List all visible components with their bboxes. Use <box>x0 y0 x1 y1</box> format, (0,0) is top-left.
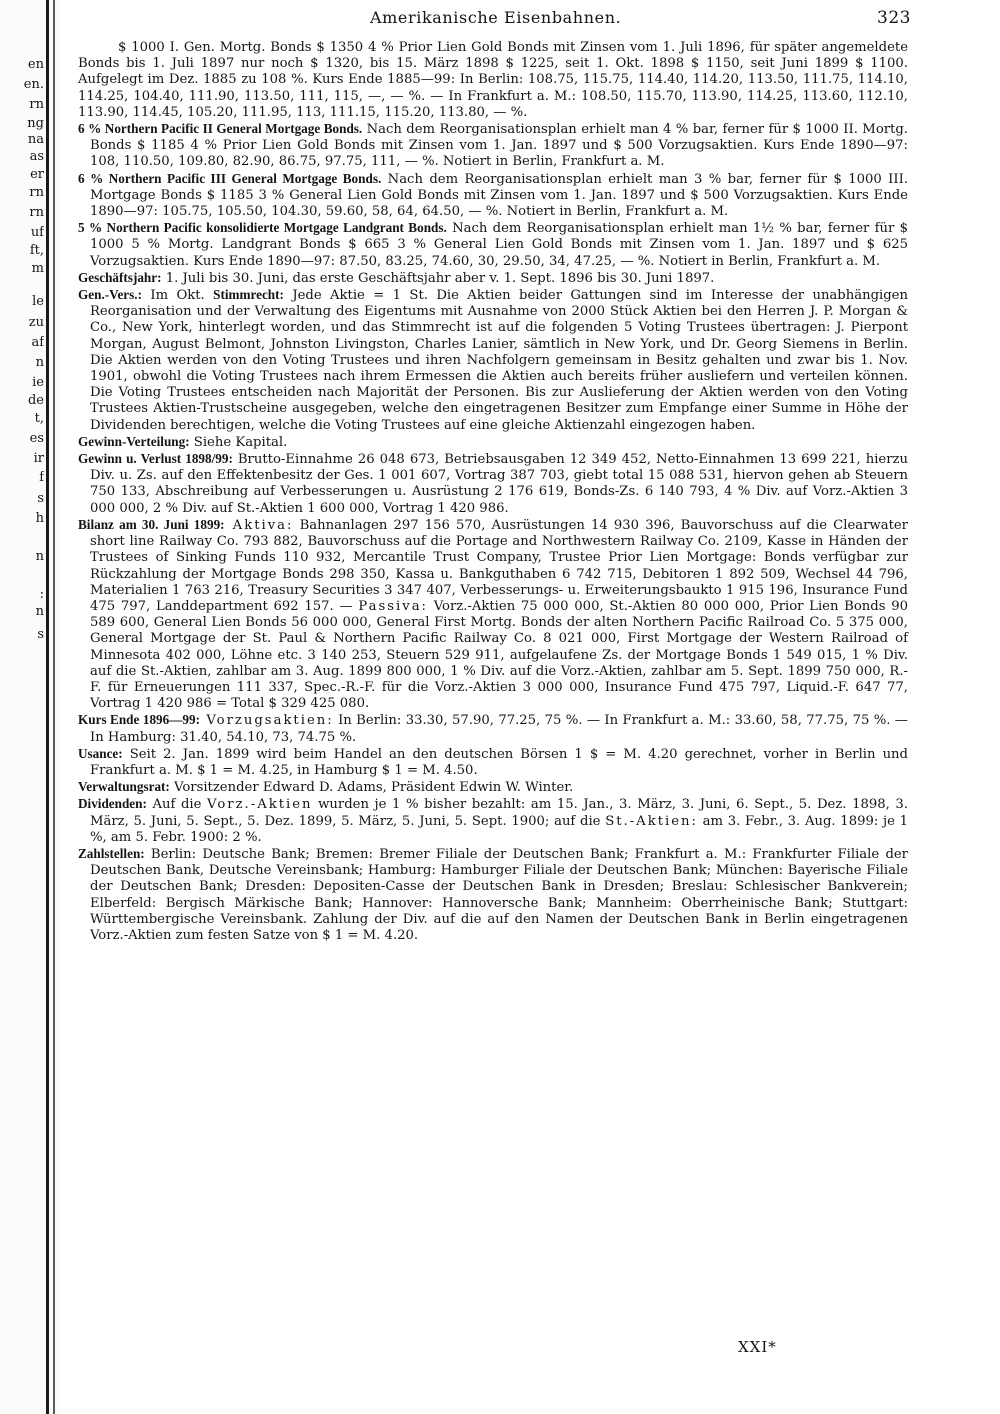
margin-fragment: s <box>37 628 44 641</box>
entry-northern-pacific-ii <box>78 121 908 171</box>
margin-fragment: h <box>35 512 44 525</box>
entry-subheading: Stimmrecht: <box>213 287 284 303</box>
entry-spaced-label: St.-Aktien: <box>605 813 698 829</box>
entry-kurs <box>78 712 908 745</box>
entry-heading: 5 % Northern Pacific konsolidierte Mortgage Landgrant Bonds. <box>78 220 447 236</box>
entry-text: Vorsitzender Edward D. Adams, Präsident Edwin W. Winter. <box>169 780 574 796</box>
binding-rule <box>46 0 49 1414</box>
margin-fragment: rn <box>29 186 44 199</box>
entry-text: Nach dem Reorganisationsplan erhielt man 4 % bar, ferner für $ 1000 II. Mortg. Bonds $ 1185 4 % Prior Lien Gold Bonds mit Zinsen vom 1. Jan. 1897 und $ 500 Vorzugsaktien. Kurs Ende 1890—97: 108, 110.50, 109.80, 82.90, 86.75, 97.75, 111, — %. Notiert in Berlin, Frankfurt a. M. <box>90 122 908 170</box>
margin-fragment: rn <box>29 98 44 111</box>
entry-usance <box>78 746 908 779</box>
entry-text: Vorz.-Aktien 75 000 000, St.-Aktien 80 000 000, Prior Lien Bonds 90 589 600, General Lien Bonds 56 000 000, General First Mortg. Bonds der alten Northern Pacific Railroad Co. 5 375 000, General Mortgage der St. Paul & Northern Pacific Railway Co. 8 021 000, First Mortgage der Western Railroad of Minnesota 402 000, Löhne etc. 3 140 253, Steuern 529 911, aufgelaufene Zs. der Mortgage Bonds 1 549 015, 1 % Div. auf die St.-Aktien, zahlbar am 3. Aug. 1899 800 000, 1 % Div. auf die Vorz.-Aktien, zahlbar am 5. Sept. 1899 750 000, R.-F. für Erneuerungen 111 337, Spec.-R.-F. für die Vorz.-Aktien 3 000 000, Insurance Fund 475 797, Liquid.-F. 647 77, Vortrag 1 420 986 = Total $ 329 425 080. <box>90 598 908 712</box>
margin-fragment: na <box>27 133 44 146</box>
entry-landgrant-bonds <box>78 220 908 270</box>
entry-text: Nach dem Reorganisationsplan erhielt man 1½ % bar, ferner für $ 1000 5 % Mortg. Landgrant Bonds $ 665 3 % General Lien Gold Bonds mit Zinsen vom 1. Jan. 1897 und $ 625 Vorzugsaktien. Kurs Ende 1890—97: 87.50, 83.25, 74.60, 30, 29.50, 34, 47.25, — %. Notiert in Berlin, Frankfurt a. M. <box>90 221 908 269</box>
entry-dividenden <box>78 796 908 846</box>
entry-heading: Zahlstellen: <box>78 845 145 861</box>
entry-text: 1. Juli bis 30. Juni, das erste Geschäftsjahr aber v. 1. Sept. 1896 bis 30. Juni 1897. <box>161 270 715 286</box>
entry-verwaltungsrat <box>78 779 908 796</box>
entry-text: wurden je 1 % bisher bezahlt: am 15. Jan., 3. März, 3. Juni, 6. Sept., 5. Dez. 1898, 3. März, 5. Juni, 5. Sept., 5. Dez. 1899, 5. März, 5. Juni, 5. Sept. 1900; auf die <box>90 797 909 829</box>
entry-geschaeftsjahr <box>78 270 908 287</box>
margin-fragment: en. <box>23 78 44 91</box>
margin-fragment: ie <box>32 376 44 389</box>
entry-text: Berlin: Deutsche Bank; Bremen: Bremer Filiale der Deutschen Bank; Frankfurt a. M.: Frankfurter Filiale der Deutschen Bank, Deutsche Vereinsbank; Hamburg: Hamburger Filiale der Deutschen Bank; München: Bayerische Filiale der Deutschen Bank; Dresden: Depositen-Casse der Deutschen Bank in Dresden; Breslau: Schlesischer Bankverein; Elberfeld: Bergisch Märkische Bank; Hannover: Hannoversche Bank; Mannheim: Oberrheinische Bank; Stuttgart: Württembergische Vereinsbank. Zahlung der Div. auf die auf den Namen der Deutschen Bank in Berlin eingetragenen Vorz.-Aktien zum festen Satze von $ 1 = M. 4.20. <box>90 846 908 943</box>
page-body <box>78 40 908 944</box>
entry-gewinn-verteilung <box>78 434 908 451</box>
entry-gen-vers <box>78 287 908 434</box>
intro-paragraph: $ 1000 I. Gen. Mortg. Bonds $ 1350 4 % Prior Lien Gold Bonds mit Zinsen vom 1. Juli 1896, für später angemeldete Bonds bis 1. Juli 1897 nur noch $ 1320, bis 15. März 1898 $ 1225, seit 1. Okt. 1898 $ 1150, seit Juni 1899 $ 1100. Aufgelegt im Dez. 1885 zu 108 %. Kurs Ende 1885—99: In Berlin: 108.75, 115.75, 114.40, 114.20, 113.50, 111.75, 114.10, 114.25, 104.40, 111.90, 113.50, 111, 115, —, — %. — In Frankfurt a. M.: 108.50, 115.70, 113.90, 114.25, 113.60, 112.10, 113.90, 114.45, 105.20, 111.95, 113, 111.15, 115.20, 113.80, — %. <box>78 40 908 120</box>
entry-heading: Bilanz am 30. Juni 1899: <box>78 516 225 532</box>
entry-text: am 3. Febr., 3. Aug. 1899: je 1 %, am 5. Febr. 1900: 2 %. <box>90 813 909 845</box>
margin-fragment: n <box>35 605 44 618</box>
entry-heading: Geschäftsjahr: <box>78 269 162 285</box>
entry-zahlstellen <box>78 846 908 944</box>
margin-fragment: er <box>30 168 44 181</box>
margin-fragment: rn <box>29 206 44 219</box>
running-head: Amerikanische Eisenbahnen. <box>370 8 622 27</box>
margin-fragment: ir <box>33 452 44 465</box>
margin-fragment: f <box>39 471 44 484</box>
margin-fragment: n <box>35 550 44 563</box>
entry-heading: 6 % Northern Pacific III General Mortgage Bonds. <box>78 170 382 186</box>
entry-heading: Usance: <box>78 745 123 761</box>
margin-fragment: ng <box>27 117 44 130</box>
margin-fragment: uf <box>30 226 44 239</box>
entry-heading: Gen.-Vers.: <box>78 287 142 303</box>
margin-fragment: s <box>37 492 44 505</box>
margin-fragment: es <box>29 432 44 445</box>
margin-fragment: t, <box>34 412 44 425</box>
entry-gewinn-verlust <box>78 451 908 517</box>
entry-heading: Gewinn u. Verlust 1898/99: <box>78 451 233 467</box>
entry-heading: Gewinn-Verteilung: <box>78 433 190 449</box>
margin-fragment: le <box>32 295 44 308</box>
margin-fragment: en <box>27 58 44 71</box>
entry-text: Siehe Kapital. <box>189 434 288 450</box>
entry-heading: Kurs Ende 1896—99: <box>78 712 200 728</box>
entry-text: Seit 2. Jan. 1899 wird beim Handel an den deutschen Börsen 1 $ = M. 4.20 gerechnet, vorher in Berlin und Frankfurt a. M. $ 1 = M. 4.25, in Hamburg $ 1 = M. 4.50. <box>90 746 908 778</box>
entry-heading: Dividenden: <box>78 796 147 812</box>
entry-text: Nach dem Reorganisationsplan erhielt man 3 % bar, ferner für $ 1000 III. Mortgage Bonds $ 1185 3 % General Lien Gold Bonds mit Zinsen vom 1. Jan. 1897 und $ 500 Vorzugsaktien. Kurs Ende 1890—97: 105.75, 105.50, 104.30, 59.60, 58, 64, 64.50, — %. Notiert in Berlin, Frankfurt a. M. <box>90 171 908 220</box>
margin-fragment: zu <box>28 316 44 329</box>
entry-bilanz <box>78 517 908 712</box>
entry-text: Jede Aktie = 1 St. Die Aktien beider Gattungen sind im Interesse der unabhängigen Reorganisation und der Verwaltung des Eigentums mit Ausnahme von 2000 Stück Aktien bei den Herren J. P. Morgan & Co., New York, hinterlegt worden, und das Stimmrecht ist auf die folgenden 5 Voting Trustees übertragen: J. Pierpont Morgan, August Belmont, Johnston Livingston, Charles Lanier, sämtlich in New York, und Dr. Georg Siemens in Berlin. Die Aktien werden von den Voting Trustees und ihren Nachfolgern gemeinsam in Besitz gehalten und zwar bis 1. Nov. 1901, obwohl die Voting Trustees nach ihrem Ermessen die Aktien auch bereits früher ausliefern und verteilen können. Die Voting Trustees entscheiden nach Majorität der Personen. Bis zur Auslieferung der Aktien werden von den Voting Trustees Aktien-Trustscheine ausgegeben, welche den eingetragenen Besitzer zum Empfange einer Summe in Höhe der Dividenden berechtigen, welche die Voting Trustees auf eine gleiche Aktienzahl eingezogen haben. <box>90 288 908 433</box>
entry-spaced-label: Aktiva: <box>224 517 294 533</box>
margin-fragment: n <box>35 356 44 369</box>
entry-spaced-label: Vorz.-Aktien <box>207 797 313 813</box>
entry-spaced-label: Passiva: <box>358 598 428 614</box>
entry-northern-pacific-iii <box>78 171 908 221</box>
entry-spaced-label: Vorzugsaktien: <box>200 713 334 729</box>
entry-heading: 6 % Northern Pacific II General Mortgage Bonds. <box>78 121 363 137</box>
margin-fragment: de <box>27 394 44 407</box>
entry-text: Im Okt. <box>141 288 214 304</box>
signature-mark: XXI* <box>738 1338 777 1356</box>
margin-fragment: af <box>31 336 44 349</box>
entry-heading: Verwaltungsrat: <box>78 779 170 795</box>
margin-fragment: m <box>31 262 44 275</box>
entry-text: Brutto-Einnahme 26 048 673, Betriebsausgaben 12 349 452, Netto-Einnahmen 13 699 221, hierzu Div. u. Zs. auf den Effektenbesitz der Ges. 1 001 607, Vortrag 387 703, giebt total 15 088 531, hiervon gehen ab Steuern 750 133, Abschreibung auf Verbesserungen u. Ausrüstung 2 176 619, Bonds-Zs. 6 140 793, 4 % Div. auf Vorz.-Aktien 3 000 000, 2 % Div. auf St.-Aktien 1 600 000, Vortrag 1 420 986. <box>90 452 908 516</box>
binding-rule-inner <box>53 0 55 1414</box>
entry-text: Bahnanlagen 297 156 570, Ausrüstungen 14 930 396, Bauvorschuss auf die Clearwater short line Railway Co. 793 882, Bauvorschuss auf die Portage and Northwestern Railway Co. 2109, Kasse in Händen der Trustees of Sinking Funds 110 932, Mercantile Trust Company, Trustee Prior Lien Mortgage: Bonds verfügbar zur Rückzahlung der Mortgage Bonds 298 350, Kassa u. Bankguthaben 6 742 715, Debitoren 1 892 509, Wechsel 44 796, Materialien 1 763 216, Treasury Securities 3 347 407, Verbesserungs- u. Erweiterungsbaukto 1 915 196, Insurance Fund 475 797, Landdepartment 692 157. — <box>90 517 908 614</box>
margin-fragment: ft, <box>29 244 44 257</box>
page-number: 323 <box>877 8 911 28</box>
entry-text: Auf die <box>146 797 208 813</box>
margin-fragment: as <box>29 150 44 163</box>
margin-fragment: : <box>39 588 44 601</box>
entry-text: In Berlin: 33.30, 57.90, 77.25, 75 %. — In Frankfurt a. M.: 33.60, 58, 77.75, 75 %. — In Hamburg: 31.40, 54.10, 73, 74.75 %. <box>90 713 908 745</box>
